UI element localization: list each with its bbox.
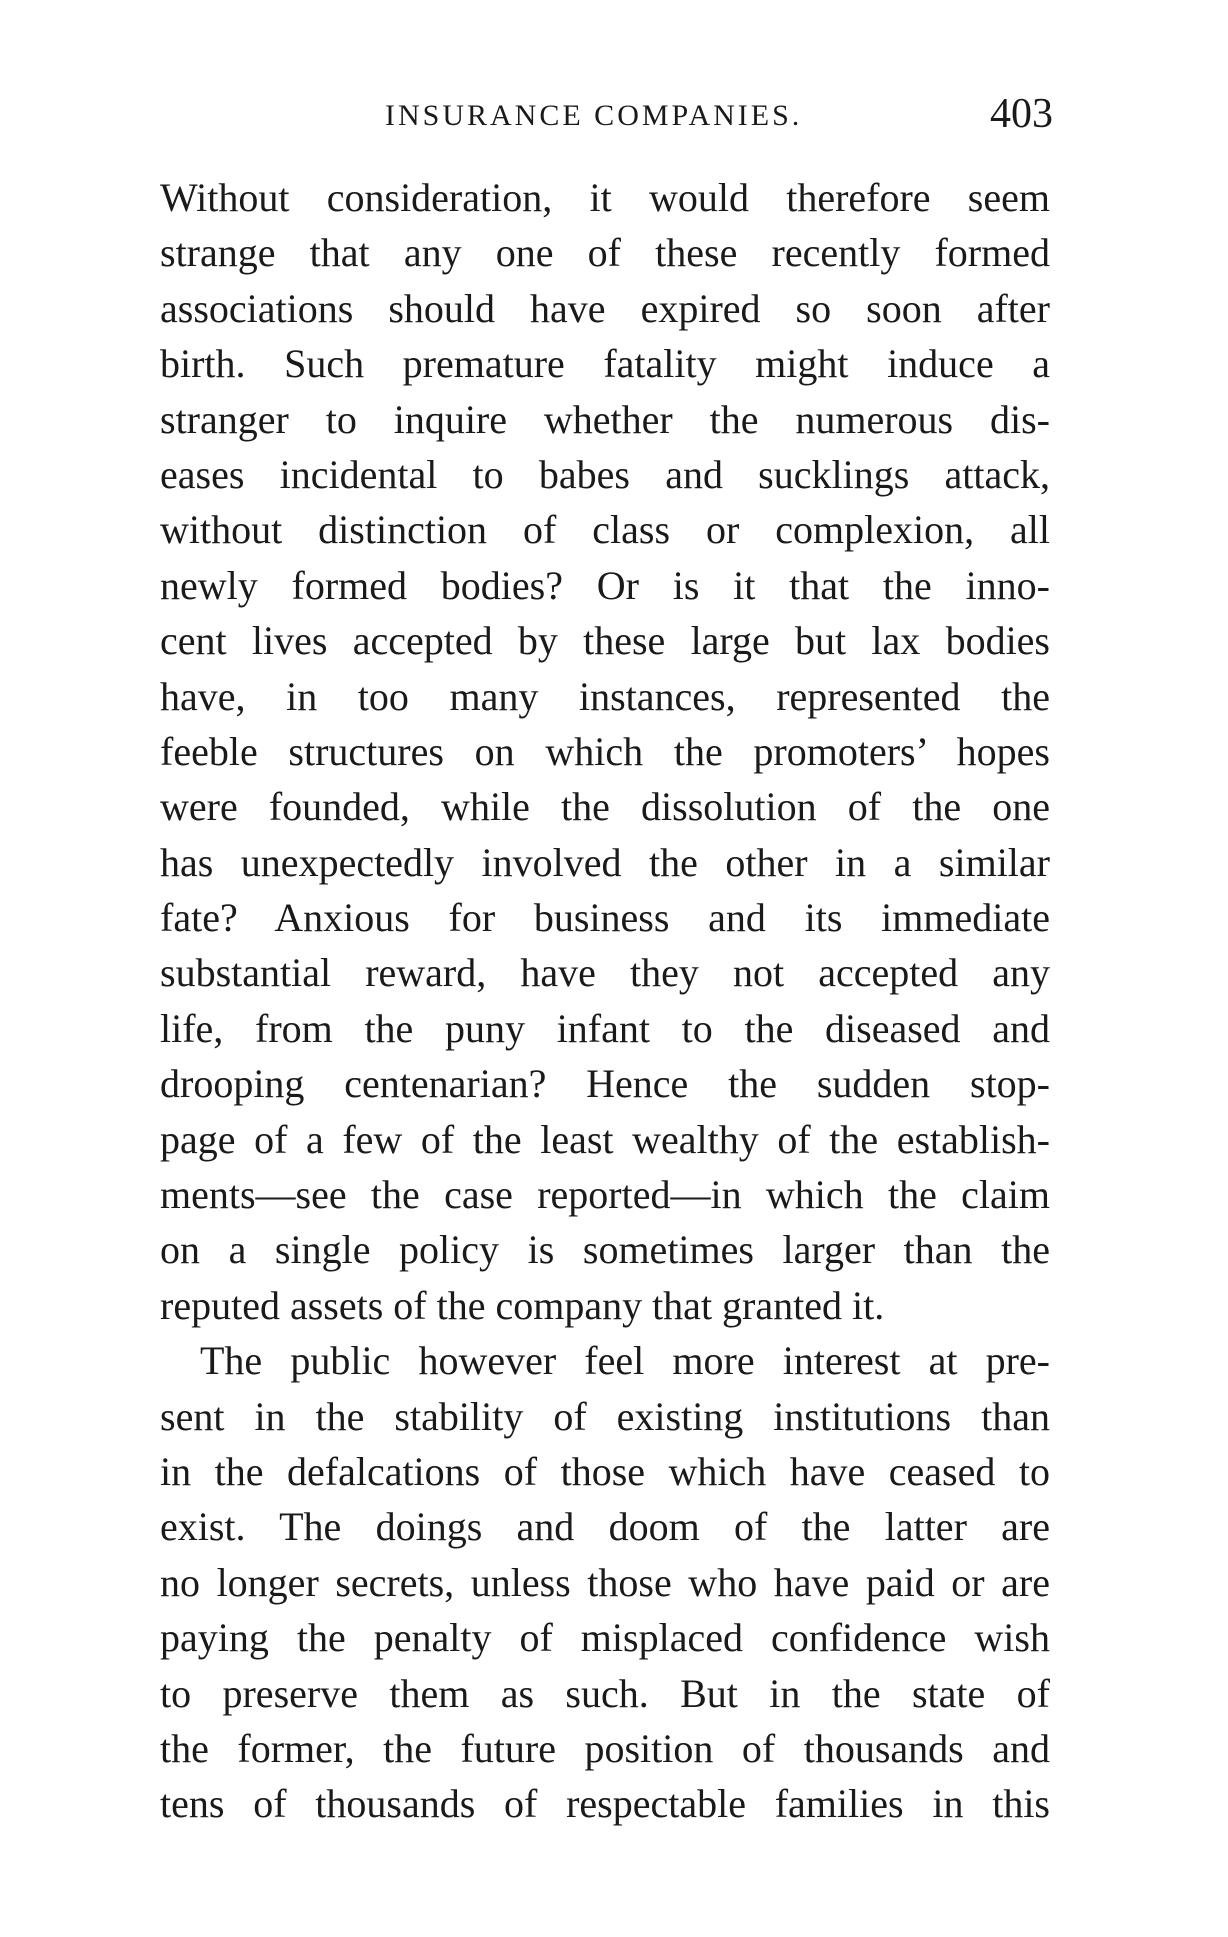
- running-title: INSURANCE COMPANIES.: [385, 99, 803, 132]
- text-line: The public however feel more interest at pre-: [200, 1338, 1050, 1384]
- text-line: without distinction of class or complexion, all: [160, 507, 1050, 553]
- text-line: ments—see the case reported—in which the claim: [160, 1172, 1050, 1218]
- text-line: page of a few of the least wealthy of the establish-: [160, 1116, 1050, 1162]
- text-line: newly formed bodies? Or is it that the inno-: [160, 562, 1050, 608]
- text-line: birth. Such premature fatality might induce a: [160, 341, 1050, 387]
- paragraph-2: [160, 1333, 1050, 1832]
- text-line: cent lives accepted by these large but lax bodies: [160, 618, 1050, 664]
- text-line: paying the penalty of misplaced confidence wish: [160, 1615, 1050, 1661]
- body-text: [160, 170, 1050, 1832]
- text-line: drooping centenarian? Hence the sudden stop-: [160, 1061, 1050, 1107]
- text-line: has unexpectedly involved the other in a similar: [160, 839, 1050, 885]
- text-line: associations should have expired so soon after: [160, 285, 1050, 331]
- text-line: to preserve them as such. But in the state of: [160, 1670, 1050, 1716]
- text-line: substantial reward, have they not accepted any: [160, 950, 1050, 996]
- text-line: eases incidental to babes and sucklings attack,: [160, 451, 1050, 497]
- text-line: exist. The doings and doom of the latter are: [160, 1504, 1050, 1550]
- text-line: reputed assets of the company that granted it.: [160, 1282, 885, 1328]
- text-line: the former, the future position of thousands and: [160, 1725, 1050, 1771]
- text-line: sent in the stability of existing institutions than: [160, 1393, 1050, 1439]
- text-line: strange that any one of these recently formed: [160, 230, 1050, 276]
- text-line: Without consideration, it would therefore seem: [160, 175, 1050, 220]
- text-line: were founded, while the dissolution of the one: [160, 784, 1050, 830]
- text-line: stranger to inquire whether the numerous dis-: [160, 396, 1050, 442]
- page-number: 403: [990, 91, 1053, 137]
- text-line: have, in too many instances, represented the: [160, 673, 1050, 719]
- text-line: in the defalcations of those which have ceased to: [160, 1448, 1050, 1494]
- text-line: fate? Anxious for business and its immediate: [160, 895, 1050, 941]
- text-line: tens of thousands of respectable families in this: [160, 1781, 1050, 1827]
- text-line: life, from the puny infant to the diseased and: [160, 1005, 1050, 1051]
- text-line: on a single policy is sometimes larger than the: [160, 1227, 1050, 1273]
- paragraph-1: [160, 170, 1050, 1333]
- text-line: no longer secrets, unless those who have paid or are: [160, 1559, 1050, 1605]
- text-line: feeble structures on which the promoters’ hopes: [160, 728, 1050, 774]
